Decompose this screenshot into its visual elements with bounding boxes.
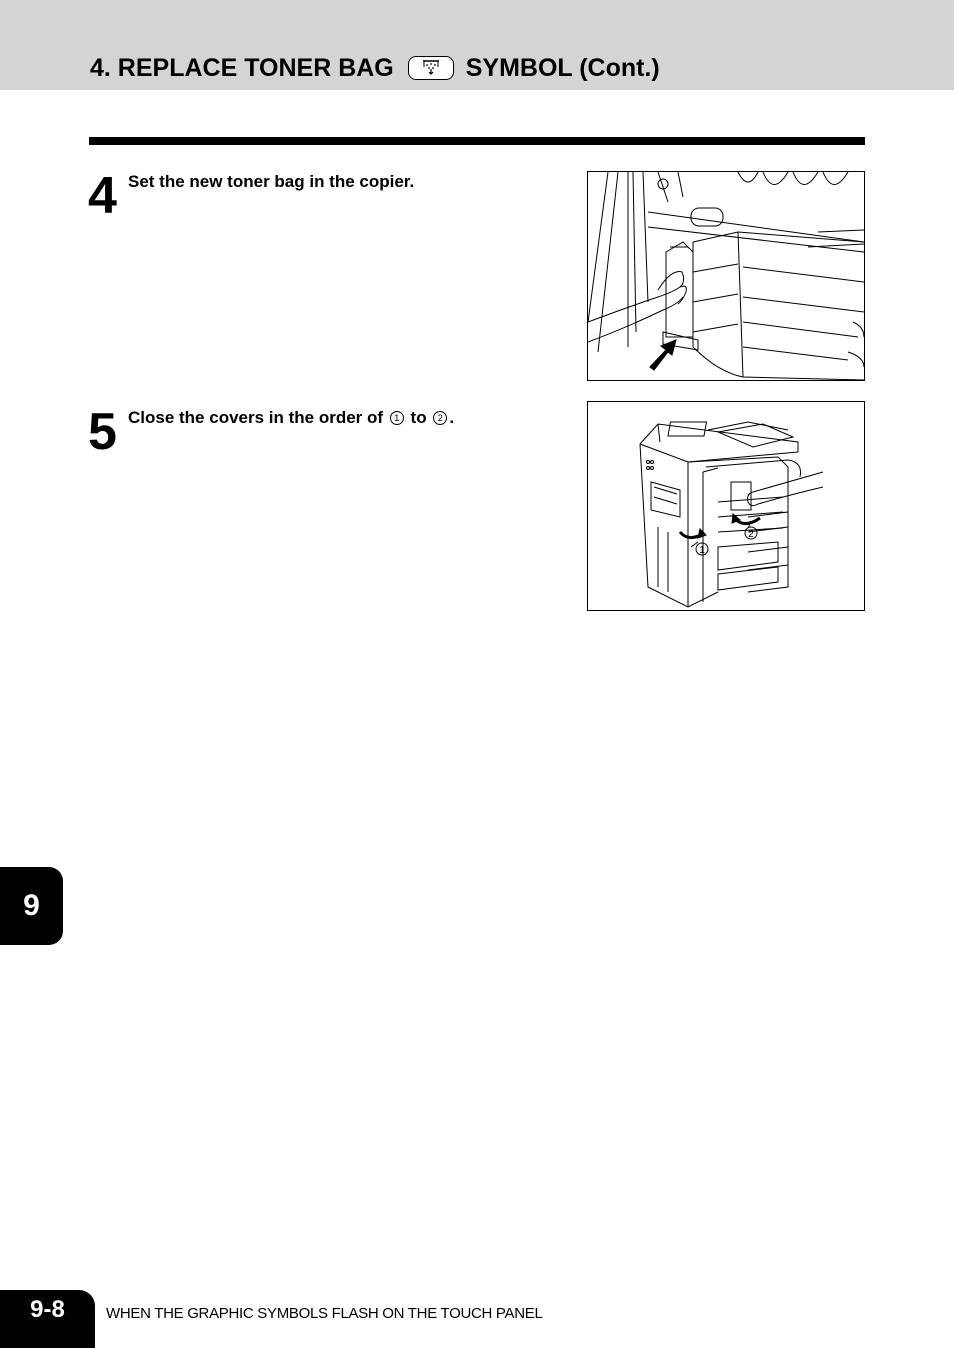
page-title-prefix: 4. REPLACE TONER BAG [90, 54, 394, 82]
toner-bag-symbol-icon [408, 56, 454, 80]
figure-callout-1: 1 [699, 545, 705, 556]
step-4-text: Set the new toner bag in the copier. [128, 172, 415, 191]
chapter-tab: 9 [0, 867, 63, 945]
page-title [90, 52, 660, 84]
step-5-number: 5 [88, 403, 115, 461]
footer-section-title: WHEN THE GRAPHIC SYMBOLS FLASH ON THE TOUCH PANEL [106, 1305, 543, 1322]
step-4-number: 4 [88, 167, 115, 225]
step-5-text-before: Close the covers in the order of [128, 408, 384, 427]
section-divider [89, 137, 865, 145]
figure-close-covers [587, 401, 865, 611]
step-5-text-after: . [449, 408, 455, 427]
figure-set-toner-bag [587, 171, 865, 381]
page-number: 9-8 [0, 1290, 95, 1348]
circled-number-1: 1 [390, 411, 404, 425]
figure-callout-2: 2 [748, 529, 754, 540]
page-title-suffix: SYMBOL (Cont.) [465, 54, 660, 82]
step-5-text-mid: to [410, 408, 427, 427]
step-5-text [128, 408, 454, 428]
circled-number-2: 2 [433, 411, 447, 425]
